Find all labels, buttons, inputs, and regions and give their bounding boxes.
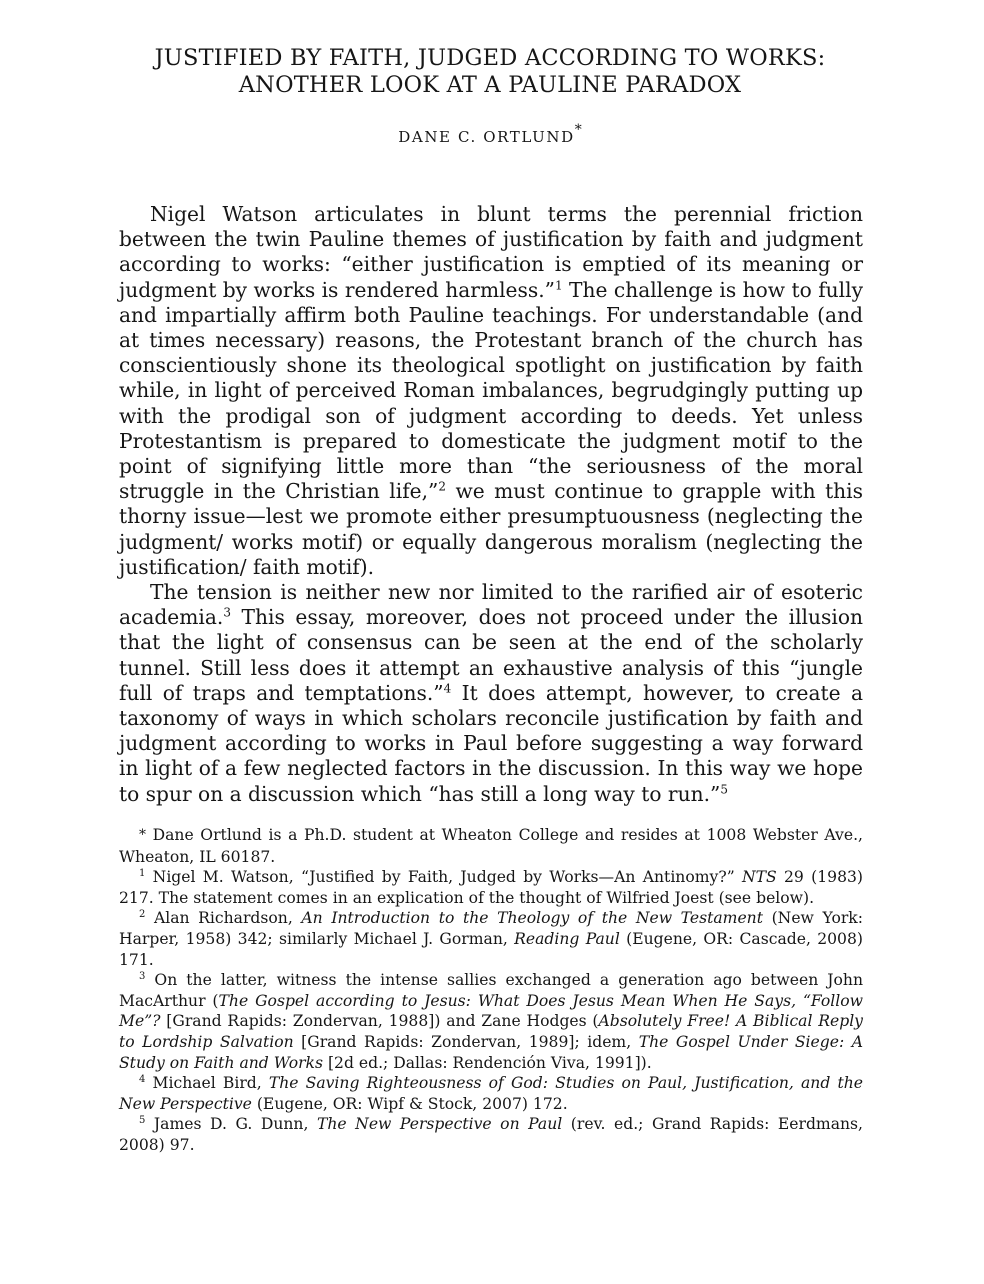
title-line-1: JUSTIFIED BY FAITH, JUDGED ACCORDING TO WORKS: [154,45,826,71]
footnote-2: $^2$ Alan Richardson, An Introduction to the Theology of the New Testament (New York: Harper, 1958) 342; similarly Michael J. Gorman, Reading Paul (Eugene, OR: Cascade, 2008) 171. [119,909,863,969]
footnote-5: $^5$ James D. G. Dunn, The New Perspective on Paul (rev. ed.; Grand Rapids: Eerdmans, 2008) 97. [119,1115,864,1154]
article-title [90,45,890,99]
body-paragraph-1: Nigel Watson articulates in blunt terms the perennial friction between the twin Pauline themes of justification by faith and judgment according to works: “either justification is emptied of its meaning or judgment by works is rendered harmless.”$^1$ The challenge is how to fully and impartially affirm both Pauline teachings. For understandable (and at times necessary) reasons, the Protestant branch of the church has conscientiously shone its theological spotlight on justification by faith while, in light of perceived Roman imbalances, begrudgingly putting up with the prodigal son of judgment according to deeds. Yet unless Protestantism is prepared to domesticate the judgment motif to the point of signifying little more than “the seriousness of the moral struggle in the Christian life,”$^2$ we must continue to grapple with this thorny issue—lest we promote either presumptuousness (neglecting the judgment/ works motif) or equally dangerous moralism (neglecting the justification/ faith motif). [119,202,863,579]
footnote-number: 3 [139,970,146,982]
footnote-number: 1 [139,868,146,879]
footnote-1: $^1$ Nigel M. Watson, “Justified by Faith, Judged by Works—An Antinomy?” NTS 29 (1983) 217. The statement comes in an explication of the thought of Wilfried Joest (see below). [119,868,863,907]
footnote-3: $^3$ On the latter, witness the intense sallies exchanged a generation ago between John MacArthur (The Gospel according to Jesus: What Does Jesus Mean When He Says, “Follow Me”? [Grand Rapids: Zondervan, 1988]) and Zane Hodges (Absolutely Free! A Biblical Reply to Lordship Salvation [Grand Rapids: Zondervan, 1989]; idem, The Gospel Under Siege: A Study on Faith and Works [2d ed.; Dallas: Rendención Viva, 1991]). [119,970,863,1072]
footnotes [119,825,863,1156]
footnote-ref-5: 5 [720,781,728,796]
footnote-ref-4: 4 [443,681,452,696]
footnote-ref-1: 1 [554,277,563,292]
footnote-ref-2: 2 [438,479,446,494]
article-body [119,202,863,807]
author-name: DANE C. ORTLUND [398,128,575,146]
footnote-ref-3: 3 [223,605,231,620]
footnote-number: 2 [139,909,146,921]
footnote-4: $^4$ Michael Bird, The Saving Righteousness of God: Studies on Paul, Justification, and the New Perspective (Eugene, OR: Wipf & Stock, 2007) 172. [119,1073,863,1113]
author-footnote-mark: * [574,122,582,138]
footnote-number: 5 [139,1115,146,1127]
body-paragraph-2: The tension is neither new nor limited to the rarified air of esoteric academia.$^3$ This essay, moreover, does not proceed under the illusion that the light of consensus can be seen at the end of the scholarly tunnel. Still less does it attempt an exhaustive analysis of this “jungle full of traps and temptations.”$^4$ It does attempt, however, to create a taxonomy of ways in which scholars reconcile justification by faith and judgment according to works in Paul before suggesting a way forward in light of a few neglected factors in the discussion. In this way we hope to spur on a discussion which “has still a long way to run.”$^5$ [119,580,863,806]
footnote-author-mark: * [139,827,146,843]
footnote-number: 4 [139,1073,146,1085]
footnote-author: * Dane Ortlund is a Ph.D. student at Wheaton College and resides at 1008 Webster Ave., Wheaton, IL 60187. [119,826,863,866]
title-line-2: ANOTHER LOOK AT A PAULINE PARADOX [238,72,742,98]
author-byline [90,122,890,146]
